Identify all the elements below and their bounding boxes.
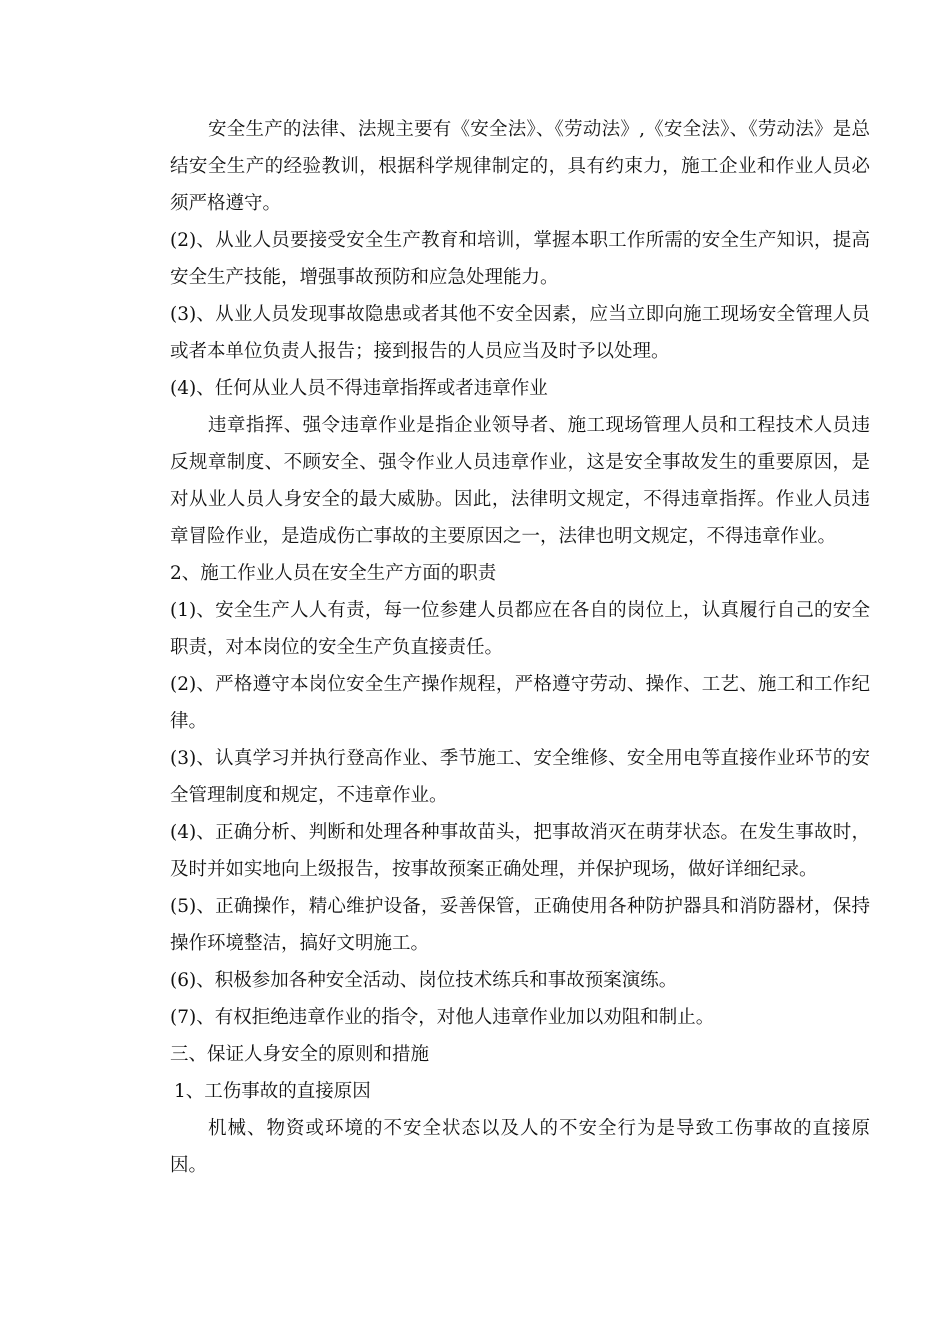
chapter-heading-safety-principles: 三、保证人身安全的原则和措施 <box>170 1044 430 1065</box>
paragraph-law-intro: 安全生产的法律、法规主要有《安全法》、《劳动法》,《安全法》、《劳动法》是总结安全生产的经验教训，根据科学规律制定的，具有约束力，施工企业和作业人员必须严格遵守。 <box>170 119 870 214</box>
document-body <box>170 111 870 1184</box>
section-heading-direct-causes: 1、工伤事故的直接原因 <box>174 1081 371 1102</box>
paragraph-duty-3: (3)、认真学习并执行登高作业、季节施工、安全维修、安全用电等直接作业环节的安全管理制度和规定，不违章作业。 <box>170 748 870 806</box>
section-heading-duties: 2、施工作业人员在安全生产方面的职责 <box>170 563 497 584</box>
paragraph-item-2-training: (2)、从业人员要接受安全生产教育和培训，掌握本职工作所需的安全生产知识，提高安全生产技能，增强事故预防和应急处理能力。 <box>170 230 870 288</box>
paragraph-direct-causes: 机械、物资或环境的不安全状态以及人的不安全行为是导致工伤事故的直接原因。 <box>170 1118 870 1176</box>
paragraph-item-4-no-violation: (4)、任何从业人员不得违章指挥或者违章作业 <box>170 378 548 399</box>
paragraph-duty-4: (4)、正确分析、判断和处理各种事故苗头，把事故消灭在萌芽状态。在发生事故时，及时并如实地向上级报告，按事故预案正确处理，并保护现场，做好详细纪录。 <box>170 822 870 880</box>
paragraph-duty-5: (5)、正确操作，精心维护设备，妥善保管，正确使用各种防护器具和消防器材，保持操作环境整洁，搞好文明施工。 <box>170 896 870 954</box>
paragraph-duty-2: (2)、严格遵守本岗位安全生产操作规程，严格遵守劳动、操作、工艺、施工和工作纪律。 <box>170 674 870 732</box>
paragraph-duty-6: (6)、积极参加各种安全活动、岗位技术练兵和事故预案演练。 <box>170 970 678 991</box>
paragraph-duty-7: (7)、有权拒绝违章作业的指令，对他人违章作业加以劝阻和制止。 <box>170 1007 715 1028</box>
paragraph-violation-explanation: 违章指挥、强令违章作业是指企业领导者、施工现场管理人员和工程技术人员违反规章制度、不顾安全、强令作业人员违章作业，这是安全事故发生的重要原因，是对从业人员人身安全的最大威胁。因此，法律明文规定，不得违章指挥。作业人员违章冒险作业，是造成伤亡事故的主要原因之一，法律也明文规定，不得违章作业。 <box>170 415 870 547</box>
paragraph-duty-1: (1)、安全生产人人有责，每一位参建人员都应在各自的岗位上，认真履行自己的安全职责，对本岗位的安全生产负直接责任。 <box>170 600 870 658</box>
paragraph-item-3-hazard-report: (3)、从业人员发现事故隐患或者其他不安全因素，应当立即向施工现场安全管理人员或者本单位负责人报告；接到报告的人员应当及时予以处理。 <box>170 304 870 362</box>
